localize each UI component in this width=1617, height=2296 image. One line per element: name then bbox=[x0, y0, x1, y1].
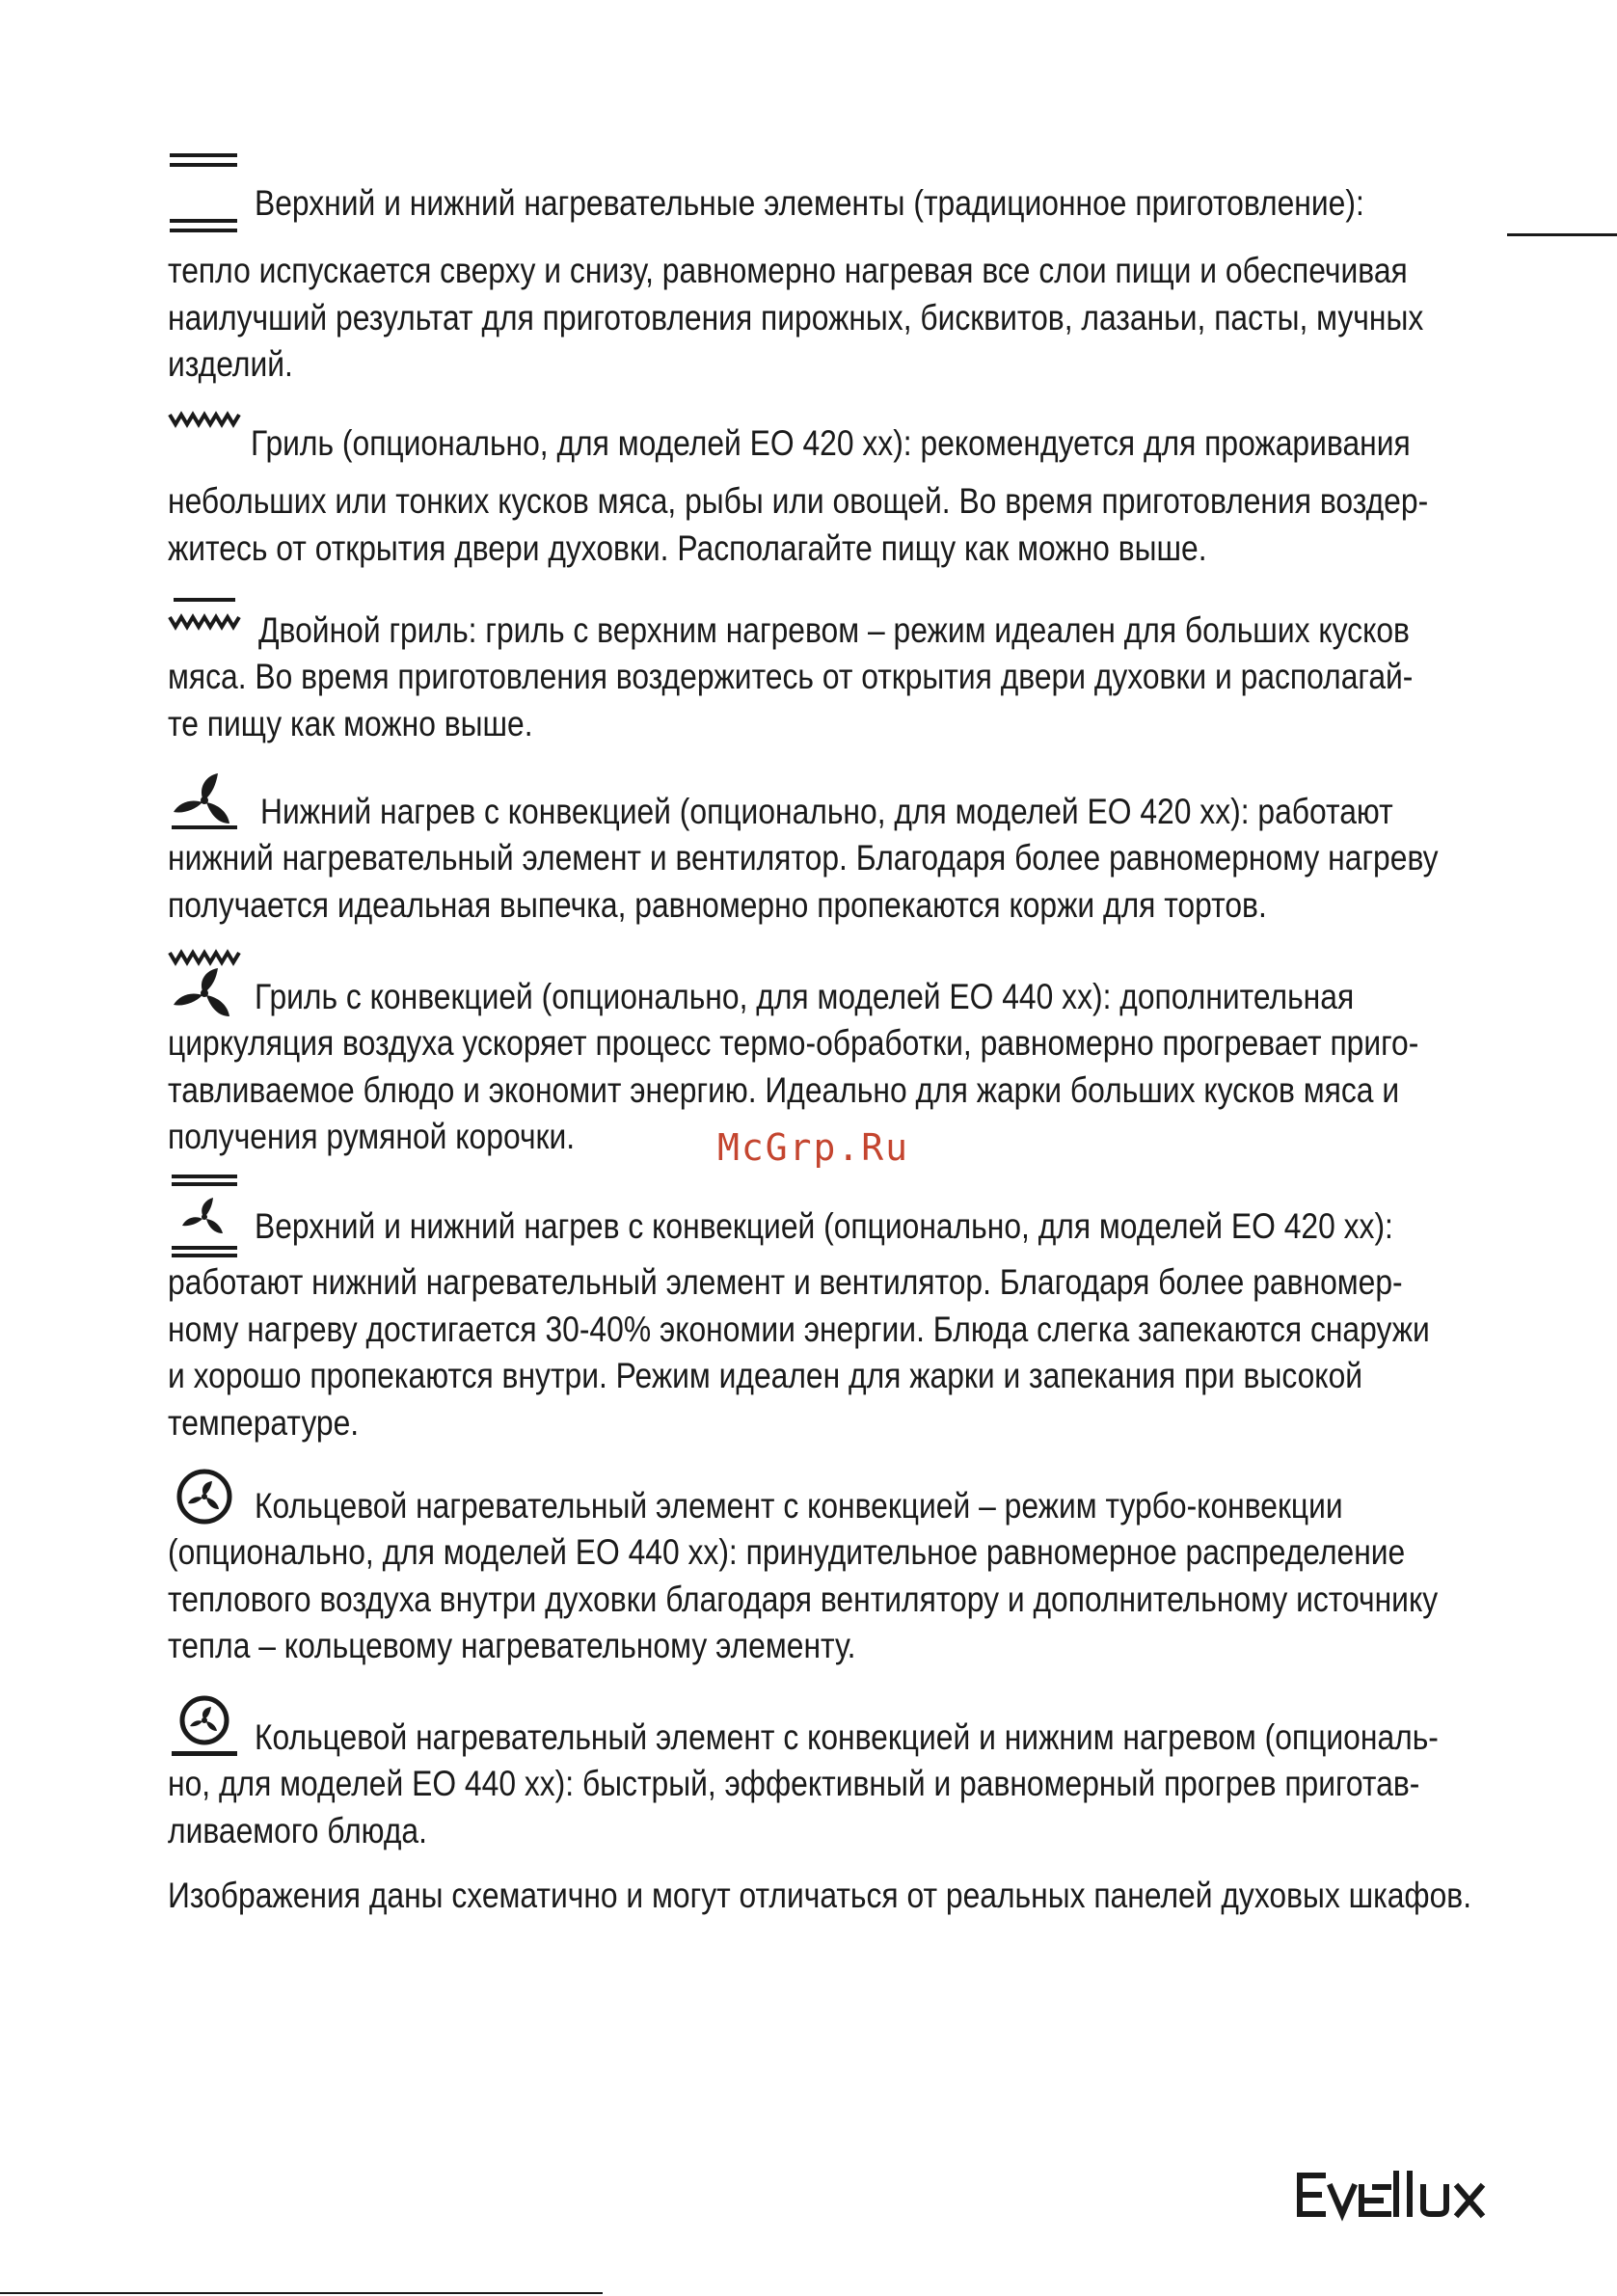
brand-logo bbox=[1296, 2166, 1498, 2224]
mode-lead-text: Верхний и нижний нагревательные элементы (традиционное приготовление): bbox=[255, 183, 1364, 223]
footer-rule bbox=[0, 2292, 603, 2294]
description-line: циркуляция воздуха ускоряет процесс термо-обработки, равномерно прогревает приго- bbox=[168, 1023, 1419, 1063]
description-line: (опционально, для моделей EO 440 xx): принудительное равномерное распределение bbox=[168, 1532, 1406, 1572]
description-line: работают нижний нагревательный элемент и вентилятор. Благодаря более равномер- bbox=[168, 1262, 1403, 1302]
double-grill-icon bbox=[168, 596, 241, 635]
mode-lead-text: Верхний и нижний нагрев с конвекцией (опционально, для моделей EO 420 xx): bbox=[255, 1206, 1393, 1246]
description-line: житесь от открытия двери духовки. Располагайте пищу как можно выше. bbox=[168, 527, 1207, 568]
description-line: тепло испускается сверху и снизу, равномерно нагревая все слои пищи и обеспечивая bbox=[168, 251, 1408, 290]
mode-description bbox=[168, 1529, 1438, 1670]
bottom-heat-fan-icon bbox=[168, 771, 241, 829]
description-line: те пищу как можно выше. bbox=[168, 703, 533, 743]
description-line: ному нагреву достигается 30-40% экономии энергии. Блюда слегка запекаются снаружи bbox=[168, 1309, 1430, 1349]
mode-lead-text: Кольцевой нагревательный элемент с конвекцией – режим турбо-конвекции bbox=[255, 1486, 1343, 1526]
watermark: McGrp.Ru bbox=[717, 1126, 910, 1169]
mode-description bbox=[168, 478, 1428, 572]
description-line: тепла – кольцевому нагревательному элементу. bbox=[168, 1626, 856, 1665]
description-line: изделий. bbox=[168, 344, 293, 384]
mode-lead-text: Гриль (опционально, для моделей EO 420 xx): рекомендуется для прожаривания bbox=[251, 423, 1411, 463]
mode-lead-text: Гриль с конвекцией (опционально, для моделей EO 440 xx): дополнительная bbox=[255, 977, 1355, 1016]
mode-description bbox=[168, 1259, 1430, 1446]
description-line: получается идеальная выпечка, равномерно пропекаются коржи для тортов. bbox=[168, 884, 1267, 925]
description-line: ливаемого блюда. bbox=[168, 1810, 427, 1850]
description-line: получения румяной корочки. bbox=[168, 1117, 576, 1156]
top-bottom-heating-icon bbox=[168, 149, 241, 236]
ring-element-fan-bottom-icon bbox=[168, 1695, 241, 1759]
description-line: небольших или тонких кусков мяса, рыбы или овощей. Во время приготовления воздер- bbox=[168, 481, 1429, 521]
description-line: нижний нагревательный элемент и вентилятор. Благодаря более равномерному нагреву bbox=[168, 838, 1439, 878]
top-bottom-fan-icon bbox=[168, 1173, 241, 1259]
page-edge-rule bbox=[1507, 233, 1617, 236]
mode-description bbox=[168, 654, 1413, 747]
disclaimer-note: Изображения даны схематично и могут отличаться от реальных панелей духовых шкафов. bbox=[168, 1876, 1472, 1915]
description-line: но, для моделей EO 440 xx): быстрый, эффективный и равномерный прогрев приготав- bbox=[168, 1764, 1420, 1803]
description-line: тавливаемое блюдо и экономит энергию. Идеально для жарки больших кусков мяса и bbox=[168, 1069, 1400, 1110]
ring-element-fan-icon bbox=[168, 1468, 241, 1526]
grill-icon bbox=[168, 407, 241, 436]
mode-lead-text: Двойной гриль: гриль с верхним нагревом – режим идеален для больших кусков bbox=[258, 610, 1410, 650]
description-line: температуре. bbox=[168, 1402, 360, 1443]
description-line: мяса. Во время приготовления воздержитесь от открытия двери духовки и располагай- bbox=[168, 657, 1414, 696]
mode-lead-text: Кольцевой нагревательный элемент с конвекцией и нижним нагревом (опциональ- bbox=[255, 1717, 1439, 1757]
mode-lead-text: Нижний нагрев с конвекцией (опционально, для моделей EO 420 xx): работают bbox=[260, 792, 1393, 831]
mode-description bbox=[168, 835, 1439, 929]
description-line: теплового воздуха внутри духовки благодаря вентилятору и дополнительному источнику bbox=[168, 1579, 1439, 1619]
description-line: и хорошо пропекаются внутри. Режим идеален для жарки и запекания при высокой bbox=[168, 1356, 1363, 1395]
mode-description bbox=[168, 248, 1423, 389]
description-line: наилучший результат для приготовления пирожных, бисквитов, лазаньи, пасты, мучных bbox=[168, 297, 1424, 338]
grill-fan-icon bbox=[168, 947, 241, 1020]
mode-description bbox=[168, 1761, 1419, 1854]
